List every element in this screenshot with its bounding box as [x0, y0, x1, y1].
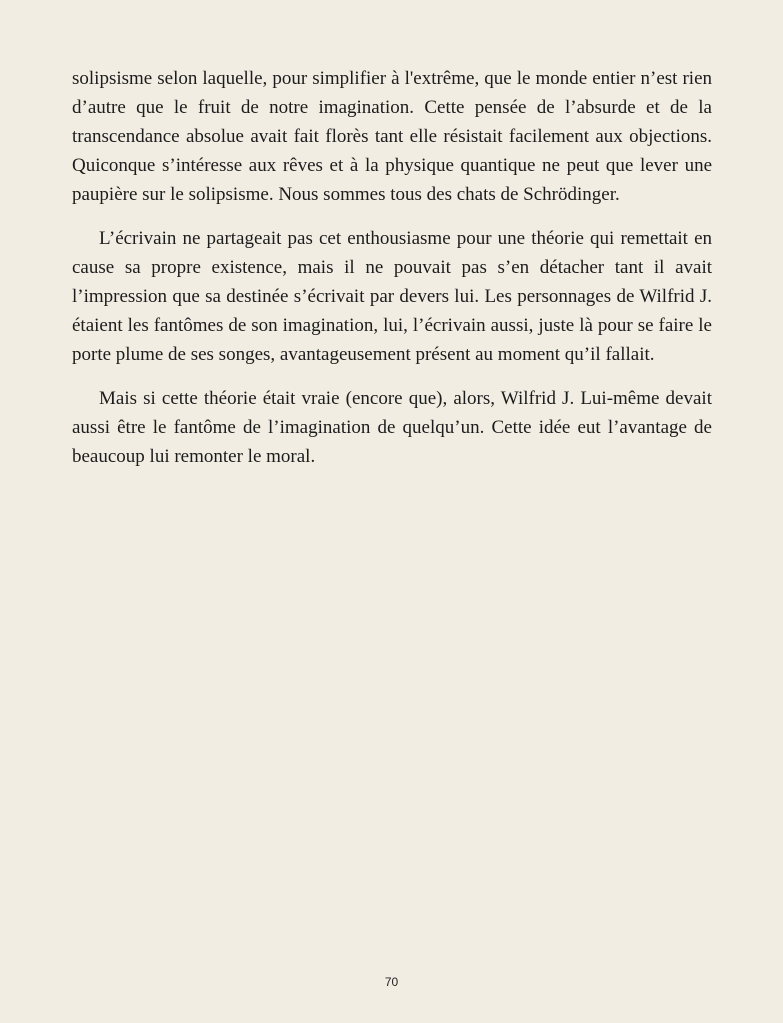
body-text — [72, 64, 712, 486]
page-number: 70 — [384, 975, 399, 989]
paragraph-1: solipsisme selon laquelle, pour simplifier à l'extrême, que le monde entier n’est rien d’autre que le fruit de notre imagination. Cette pensée de l’absurde et de la transcendance absolue avait fait florès tant elle résistait facilement aux objections. Quiconque s’intéresse aux rêves et à la physique quantique ne peut que lever une paupière sur le solipsisme. Nous sommes tous des chats de Schrödinger. — [72, 68, 712, 205]
paragraph-2: L’écrivain ne partageait pas cet enthousiasme pour une théorie qui remettait en cause sa propre existence, mais il ne pouvait pas s’en détacher tant il avait l’impression que sa destinée s’écrivait par devers lui. Les personnages de Wilfrid J. étaient les fantômes de son imagination, lui, l’écrivain aussi, juste là pour se faire le porte plume de ses songes, avantageusement présent au moment qu’il fallait. — [72, 228, 712, 365]
paragraph-3: Mais si cette théorie était vraie (encore que), alors, Wilfrid J. Lui-même devait aussi être le fantôme de l’imagination de quelqu’un. Cette idée eut l’avantage de beaucoup lui remonter le moral. — [72, 388, 712, 467]
